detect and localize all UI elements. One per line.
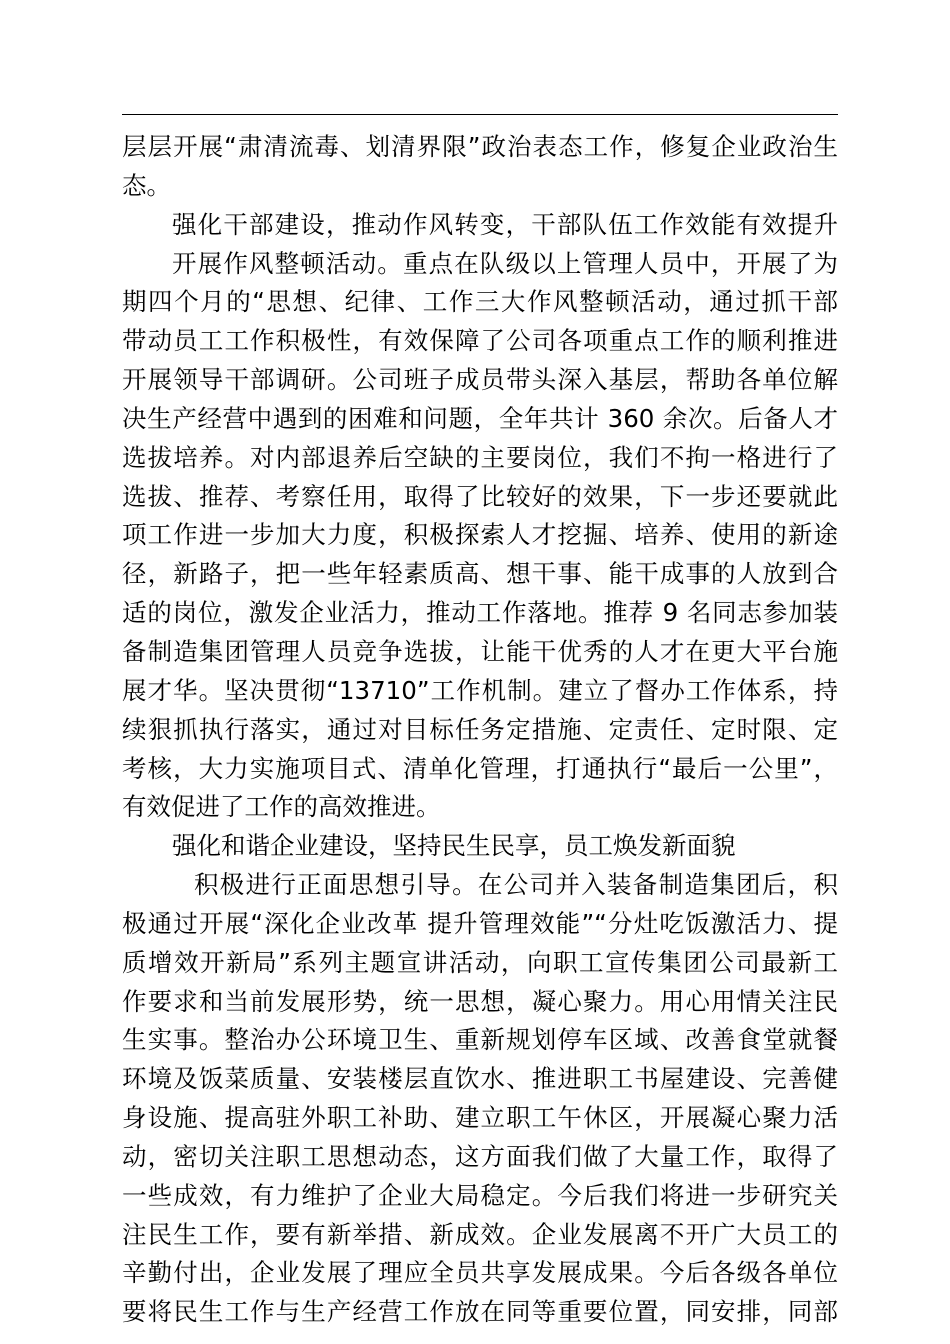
text-line: 决生产经营中遇到的困难和问题，全年共计 360 余次。后备人才	[122, 403, 838, 433]
text-line: 续狠抓执行落实，通过对目标任务定措施、定责任、定时限、定	[122, 714, 838, 744]
text-line: 辛勤付出，企业发展了理应全员共享发展成果。今后各级各单位	[122, 1258, 838, 1288]
text-line: 注民生工作，要有新举措、新成效。企业发展离不开广大员工的	[122, 1219, 838, 1249]
text-line: 要将民生工作与生产经营工作放在同等重要位置，同安排，同部	[122, 1297, 838, 1327]
text-line: 积极进行正面思想引导。在公司并入装备制造集团后，积	[194, 870, 838, 900]
text-line: 适的岗位，激发企业活力，推动工作落地。推荐 9 名同志参加装	[122, 598, 838, 628]
body-text	[122, 128, 838, 1332]
text-line: 开展领导干部调研。公司班子成员带头深入基层，帮助各单位解	[122, 365, 838, 395]
text-line: 期四个月的“思想、纪律、工作三大作风整顿活动，通过抓干部	[122, 287, 838, 317]
text-line: 有效促进了工作的高效推进。	[122, 792, 441, 822]
text-line: 开展作风整顿活动。重点在队级以上管理人员中，开展了为	[172, 248, 838, 278]
text-line: 层层开展“肃清流毒、划清界限”政治表态工作，修复企业政治生	[122, 132, 838, 161]
section-heading: 强化干部建设，推动作风转变，干部队伍工作效能有效提升	[172, 209, 838, 239]
text-line: 极通过开展“深化企业改革 提升管理效能”“分灶吃饭激活力、提	[122, 908, 838, 938]
text-line: 展才华。坚决贯彻“13710”工作机制。建立了督办工作体系，持	[122, 675, 838, 705]
text-line: 项工作进一步加大力度，积极探索人才挖掘、培养、使用的新途	[122, 520, 838, 550]
text-line: 环境及饭菜质量、安装楼层直饮水、推进职工书屋建设、完善健	[122, 1064, 838, 1094]
text-line: 考核，大力实施项目式、清单化管理，打通执行“最后一公里”，	[122, 753, 838, 783]
text-line: 质增效开新局”系列主题宣讲活动，向职工宣传集团公司最新工	[122, 947, 838, 977]
text-line: 作要求和当前发展形势，统一思想，凝心聚力。用心用情关注民	[122, 986, 838, 1016]
text-line: 径，新路子，把一些年轻素质高、想干事、能干成事的人放到合	[122, 559, 838, 589]
text-line: 一些成效，有力维护了企业大局稳定。今后我们将进一步研究关	[122, 1180, 838, 1210]
text-line: 态。	[122, 170, 171, 200]
text-line: 动，密切关注职工思想动态，这方面我们做了大量工作，取得了	[122, 1141, 838, 1171]
text-line: 身设施、提高驻外职工补助、建立职工午休区，开展凝心聚力活	[122, 1103, 838, 1133]
section-heading: 强化和谐企业建设，坚持民生民享，员工焕发新面貌	[172, 831, 736, 861]
text-line: 生实事。整治办公环境卫生、重新规划停车区域、改善食堂就餐	[122, 1025, 838, 1055]
header-rule	[122, 114, 838, 115]
text-line: 选拔培养。对内部退养后空缺的主要岗位，我们不拘一格进行了	[122, 442, 838, 472]
text-line: 选拔、推荐、考察任用，取得了比较好的效果，下一步还要就此	[122, 481, 838, 511]
text-line: 备制造集团管理人员竞争选拔，让能干优秀的人才在更大平台施	[122, 636, 838, 666]
text-line: 带动员工工作积极性，有效保障了公司各项重点工作的顺利推进	[122, 326, 838, 356]
